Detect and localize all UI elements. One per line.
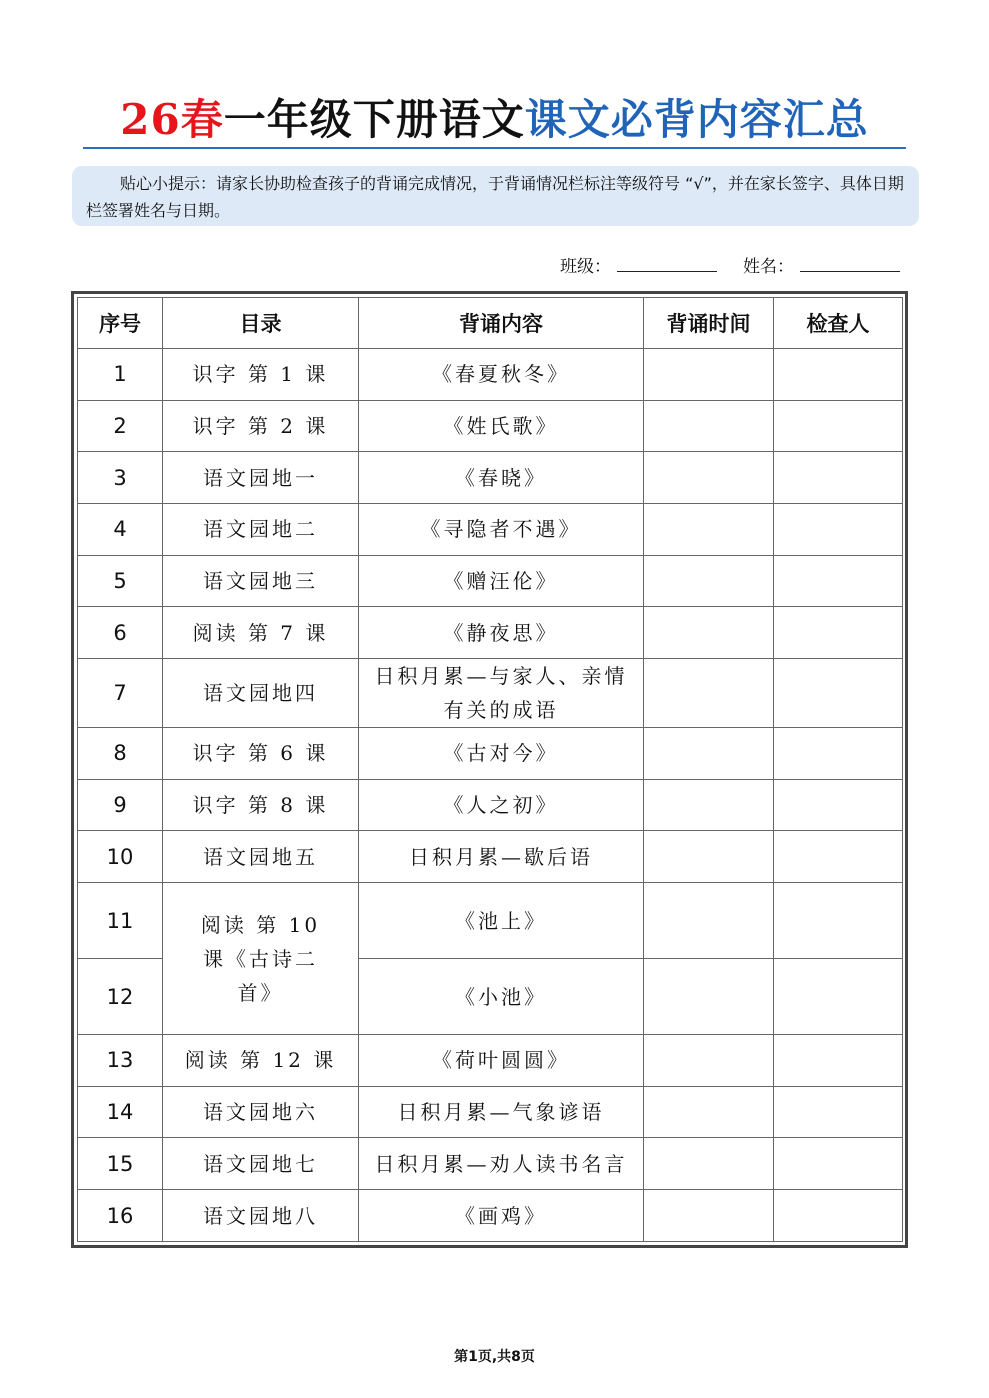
row-content: 《画鸡》 [359, 1190, 644, 1242]
table-row [78, 1035, 903, 1087]
name-blank[interactable] [800, 253, 900, 272]
row-category: 语文园地二 [163, 504, 359, 556]
table-row [78, 607, 903, 659]
title-part-blue: 课文必背内容汇总 [524, 95, 869, 144]
checker-cell[interactable] [774, 883, 903, 959]
row-category: 语文园地四 [163, 659, 359, 728]
table-row [78, 1190, 903, 1242]
recite-time-cell[interactable] [644, 1138, 774, 1190]
name-field [743, 253, 900, 279]
recite-time-cell[interactable] [644, 659, 774, 728]
page-footer: 第1页,共8页 [454, 1349, 535, 1365]
row-category: 阅读 第 12 课 [163, 1035, 359, 1087]
row-content: 《古对今》 [359, 728, 644, 780]
checker-cell[interactable] [774, 1138, 903, 1190]
row-no: 3 [78, 452, 163, 504]
recitation-table [77, 297, 903, 1242]
row-no: 12 [78, 959, 163, 1035]
checker-cell[interactable] [774, 728, 903, 780]
row-no: 6 [78, 607, 163, 659]
row-content: 《小池》 [359, 959, 644, 1035]
recite-time-cell[interactable] [644, 1086, 774, 1138]
row-content: 《寻隐者不遇》 [359, 504, 644, 556]
recite-time-cell[interactable] [644, 607, 774, 659]
table-row [78, 555, 903, 607]
tip-box [72, 166, 919, 226]
table-row [78, 883, 903, 959]
row-no: 7 [78, 659, 163, 728]
checker-cell[interactable] [774, 607, 903, 659]
row-no: 2 [78, 400, 163, 452]
recite-time-cell[interactable] [644, 504, 774, 556]
recite-time-cell[interactable] [644, 400, 774, 452]
table-row [78, 504, 903, 556]
row-category: 语文园地六 [163, 1086, 359, 1138]
recite-time-cell[interactable] [644, 959, 774, 1035]
row-category: 语文园地七 [163, 1138, 359, 1190]
table-row [78, 1086, 903, 1138]
title-part-black: 一年级下册语文 [223, 95, 525, 144]
row-content: 《春晓》 [359, 452, 644, 504]
row-no: 8 [78, 728, 163, 780]
header-recite-time: 背诵时间 [644, 298, 774, 349]
table-row [78, 659, 903, 728]
row-content: 日积月累—劝人读书名言 [359, 1138, 644, 1190]
name-label: 姓名： [743, 257, 794, 277]
row-no: 5 [78, 555, 163, 607]
recite-time-cell[interactable] [644, 728, 774, 780]
recite-time-cell[interactable] [644, 831, 774, 883]
row-category: 阅读 第 10 课《古诗二首》 [163, 883, 359, 1035]
row-no: 16 [78, 1190, 163, 1242]
table-row [78, 779, 903, 831]
row-no: 1 [78, 349, 163, 401]
row-content: 《荷叶圆圆》 [359, 1035, 644, 1087]
row-category: 识字 第 2 课 [163, 400, 359, 452]
table-row [78, 452, 903, 504]
row-no: 11 [78, 883, 163, 959]
checker-cell[interactable] [774, 452, 903, 504]
table-row [78, 728, 903, 780]
title-part-red: 26春 [120, 95, 224, 144]
row-category: 识字 第 1 课 [163, 349, 359, 401]
header-checker: 检查人 [774, 298, 903, 349]
row-content: 日积月累—歇后语 [359, 831, 644, 883]
row-content: 《池上》 [359, 883, 644, 959]
checker-cell[interactable] [774, 504, 903, 556]
row-no: 15 [78, 1138, 163, 1190]
tip-text: 贴心小提示：请家长协助检查孩子的背诵完成情况，于背诵情况栏标注等级符号 “√”，并在家长签字、具体日期栏签署姓名与日期。 [86, 174, 904, 220]
page-title [0, 92, 989, 148]
recite-time-cell[interactable] [644, 779, 774, 831]
checker-cell[interactable] [774, 555, 903, 607]
row-category: 语文园地八 [163, 1190, 359, 1242]
row-category: 阅读 第 7 课 [163, 607, 359, 659]
header-content: 背诵内容 [359, 298, 644, 349]
checker-cell[interactable] [774, 400, 903, 452]
row-content: 《春夏秋冬》 [359, 349, 644, 401]
row-category: 识字 第 8 课 [163, 779, 359, 831]
class-field [560, 253, 717, 279]
row-no: 9 [78, 779, 163, 831]
row-content: 日积月累—气象谚语 [359, 1086, 644, 1138]
row-category: 识字 第 6 课 [163, 728, 359, 780]
checker-cell[interactable] [774, 1190, 903, 1242]
checker-cell[interactable] [774, 1035, 903, 1087]
recite-time-cell[interactable] [644, 883, 774, 959]
title-underline [83, 147, 906, 149]
checker-cell[interactable] [774, 831, 903, 883]
checker-cell[interactable] [774, 959, 903, 1035]
row-category: 语文园地三 [163, 555, 359, 607]
row-no: 13 [78, 1035, 163, 1087]
row-category: 语文园地一 [163, 452, 359, 504]
header-no: 序号 [78, 298, 163, 349]
table-row [78, 349, 903, 401]
recite-time-cell[interactable] [644, 452, 774, 504]
row-no: 10 [78, 831, 163, 883]
row-content: 《赠汪伦》 [359, 555, 644, 607]
recite-time-cell[interactable] [644, 555, 774, 607]
table-header-row [78, 298, 903, 349]
class-blank[interactable] [617, 253, 717, 272]
checker-cell[interactable] [774, 659, 903, 728]
recite-time-cell[interactable] [644, 1035, 774, 1087]
table-frame [71, 291, 908, 1248]
class-label: 班级： [560, 257, 611, 277]
row-content: 《人之初》 [359, 779, 644, 831]
row-content: 《姓氏歌》 [359, 400, 644, 452]
checker-cell[interactable] [774, 1086, 903, 1138]
table-row [78, 831, 903, 883]
checker-cell[interactable] [774, 349, 903, 401]
row-no: 4 [78, 504, 163, 556]
recite-time-cell[interactable] [644, 1190, 774, 1242]
row-content: 日积月累—与家人、亲情有关的成语 [359, 659, 644, 728]
row-content: 《静夜思》 [359, 607, 644, 659]
table-row [78, 400, 903, 452]
checker-cell[interactable] [774, 779, 903, 831]
row-no: 14 [78, 1086, 163, 1138]
header-category: 目录 [163, 298, 359, 349]
table-row [78, 1138, 903, 1190]
row-category: 语文园地五 [163, 831, 359, 883]
recite-time-cell[interactable] [644, 349, 774, 401]
